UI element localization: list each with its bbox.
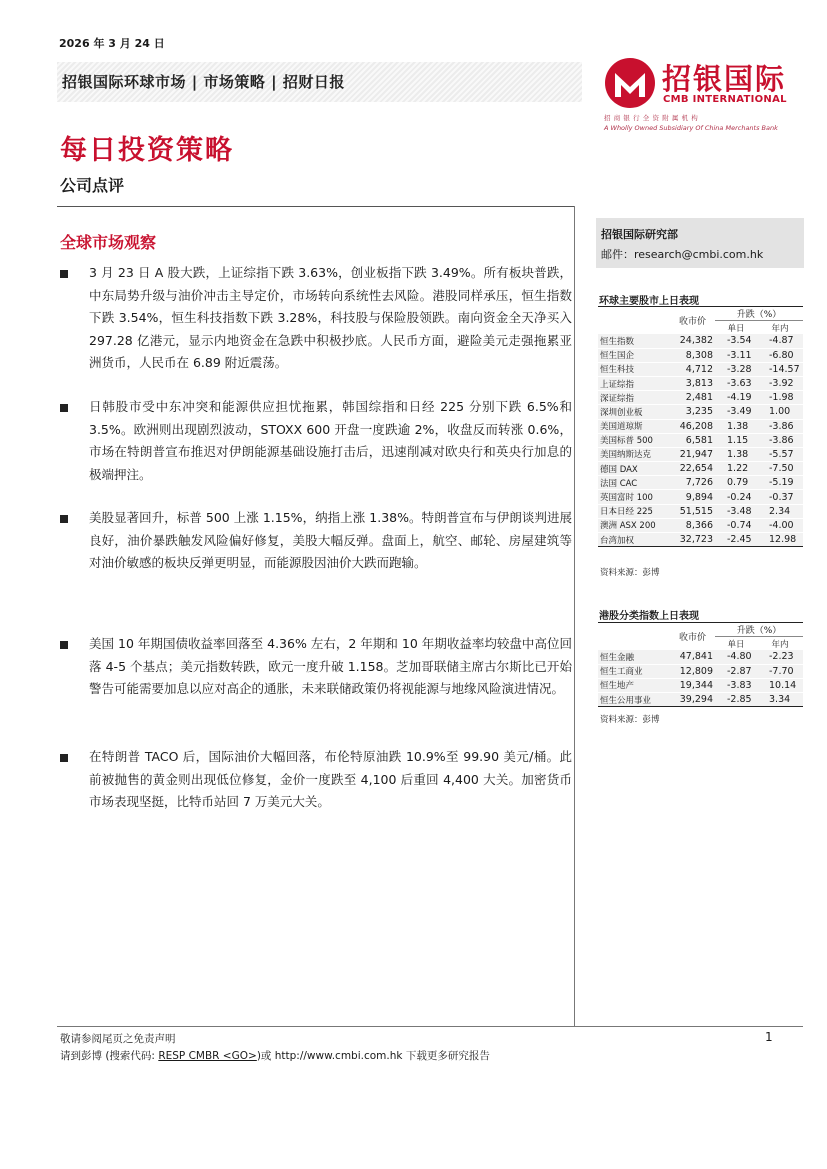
divider [57,206,574,207]
day-change: -2.45 [715,533,757,547]
ytd-change: 12.98 [757,533,803,547]
table-row [598,504,803,518]
day-change: 1.38 [715,419,757,433]
bullet-text: 3 月 23 日 A 股大跌，上证综指下跌 3.63%，创业板指下跌 3.49%。所有板块普跌，中东局势升级与油价冲击主导定价，市场转向系统性去风险。港股同样承压，恒生指数下跌 3.54%，恒生科技指数下跌 3.28%，科技股与保险股领跌。南向资金全天净买入 297.28 亿港元，显示内地资金在急跌中积极抄底。人民币方面，避险美元走强拖累亚洲货币，人民币在 6.89 附近震荡。 [89,265,572,370]
table-row [598,391,803,405]
index-name: 恒生指数 [598,334,670,348]
day-change: -3.83 [715,678,757,692]
ytd-change: -7.50 [757,462,803,476]
bullet-square-icon [60,270,68,278]
bullet-item [60,396,572,486]
close-value: 3,813 [670,376,715,390]
table-row [598,348,803,362]
ytd-change: -6.80 [757,348,803,362]
table-row [598,490,803,504]
ytd-change: -4.00 [757,518,803,532]
bullet-text: 在特朗普 TACO 后，国际油价大幅回落，布伦特原油跌 10.9%至 99.90 美元/桶。此前被抛售的黄金则出现低位修复，金价一度跌至 4,100 后重回 4,400 大关。加密货币市场表现坚挺，比特币站回 7 万美元大关。 [89,749,572,809]
logo-subtitle-en: A Wholly Owned Subsidiary Of China Merchants Bank [604,124,778,132]
table-row [598,476,803,490]
index-name: 深圳创业板 [598,405,670,419]
global-markets-table [598,306,803,547]
col-ytd-header: 年内 [771,323,789,334]
footer-text: )或 [256,1050,275,1062]
banner-title: 招银国际环球市场 | 市场策略 | 招财日报 [62,73,345,91]
logo-english: CMB INTERNATIONAL [663,94,787,105]
table-row [598,405,803,419]
close-value: 12,809 [670,664,715,678]
table2-source: 资料来源：彭博 [600,715,660,725]
day-change: -0.74 [715,518,757,532]
index-name: 美国标普 500 [598,433,670,447]
ytd-change: -2.23 [757,650,803,664]
col-day-header: 单日 [727,323,745,334]
index-name: 日本日经 225 [598,504,670,518]
email-label: 邮件： [601,248,634,261]
close-value: 47,841 [670,650,715,664]
table-row [598,362,803,376]
col-day-header: 单日 [727,639,745,650]
report-date: 2026 年 3 月 24 日 [59,37,165,50]
table-row [598,692,803,706]
bullet-text: 日韩股市受中东冲突和能源供应担忧拖累，韩国综指和日经 225 分别下跌 6.5%和 3.5%。欧洲则出现剧烈波动，STOXX 600 开盘一度跌逾 2%，收盘反而转涨 0.6%，市场在特朗普宣布推迟对伊朗能源基础设施打击后，迅速削减对欧央行和英央行加息的极端押注。 [89,399,572,482]
col-change-header: 升跌（%） [715,307,803,321]
index-name: 恒生金融 [598,650,670,664]
bullet-text: 美股显著回升，标普 500 上涨 1.15%，纳指上涨 1.38%。特朗普宣布与伊朗谈判进展良好，油价暴跌触发风险偏好修复，美股大幅反弹。盘面上，航空、邮轮、房屋建筑等对油价敏感的板块反弹更明显，而能源股因油价大跌而跑输。 [89,510,572,570]
page-number: 1 [765,1030,773,1044]
logo-chinese: 招银国际 [662,62,787,96]
index-name: 澳洲 ASX 200 [598,518,670,532]
day-change: 1.38 [715,447,757,461]
close-value: 3,235 [670,405,715,419]
day-change: -4.80 [715,650,757,664]
page-title: 每日投资策略 [60,135,234,166]
table1-title: 环球主要股市上日表现 [599,296,699,307]
ytd-change: 3.34 [757,692,803,706]
index-name: 英国富时 100 [598,490,670,504]
index-name: 深证综指 [598,391,670,405]
index-name: 美国纳斯达克 [598,447,670,461]
day-change: -3.11 [715,348,757,362]
email-link[interactable]: research@cmbi.com.hk [634,248,764,261]
col-change-header: 升跌（%） [715,623,803,637]
day-change: -3.54 [715,334,757,348]
col-ytd-header: 年内 [771,639,789,650]
table-header-row [598,307,803,321]
day-change: -2.85 [715,692,757,706]
table-row [598,376,803,390]
section-title: 全球市场观察 [60,233,157,252]
bullet-square-icon [60,404,68,412]
index-name: 恒生科技 [598,362,670,376]
cmbi-logo-icon [604,57,656,109]
bullet-text: 美国 10 年期国债收益率回落至 4.36% 左右，2 年期和 10 年期收益率均较盘中高位回落 4-5 个基点；美元指数转跌，欧元一度升破 1.158。芝加哥联储主席古尔斯比已开始警告可能需要加息以应对高企的通胀，未来联储政策仍将视能源与地缘风险演进情况。 [89,636,572,696]
index-name: 美国道琼斯 [598,419,670,433]
footer-links [60,1048,490,1063]
table-row [598,334,803,348]
bloomberg-code-link[interactable]: RESP CMBR <GO> [158,1050,257,1062]
day-change: 1.15 [715,433,757,447]
ytd-change: 1.00 [757,405,803,419]
index-name: 恒生国企 [598,348,670,362]
disclaimer-note: 敬请参阅尾页之免责声明 [60,1033,176,1045]
table-row [598,419,803,433]
table-row [598,462,803,476]
bullet-item [60,507,572,575]
index-name: 上证综指 [598,376,670,390]
contact-email [601,246,763,262]
index-name: 恒生地产 [598,678,670,692]
footer-text: 请到彭博 (搜索代码: [60,1050,159,1062]
col-close-header: 收市价 [670,307,715,335]
day-change: -3.63 [715,376,757,390]
close-value: 51,515 [670,504,715,518]
bullet-square-icon [60,641,68,649]
close-value: 39,294 [670,692,715,706]
table-header-row [598,623,803,637]
footer-divider [57,1026,803,1027]
ytd-change: -5.19 [757,476,803,490]
close-value: 24,382 [670,334,715,348]
index-name: 德国 DAX [598,462,670,476]
ytd-change: 2.34 [757,504,803,518]
ytd-change: -3.86 [757,419,803,433]
bullet-square-icon [60,515,68,523]
table-row [598,447,803,461]
page-subtitle: 公司点评 [60,176,125,195]
ytd-change: -0.37 [757,490,803,504]
index-name: 恒生公用事业 [598,692,670,706]
ytd-change: -4.87 [757,334,803,348]
close-value: 8,308 [670,348,715,362]
close-value: 22,654 [670,462,715,476]
table-row [598,533,803,547]
col-close-header: 收市价 [670,623,715,651]
column-divider [574,206,575,1026]
table-row [598,678,803,692]
close-value: 2,481 [670,391,715,405]
day-change: -4.19 [715,391,757,405]
research-dept: 招银国际研究部 [601,228,678,241]
ytd-change: -7.70 [757,664,803,678]
close-value: 6,581 [670,433,715,447]
day-change: -3.28 [715,362,757,376]
close-value: 32,723 [670,533,715,547]
day-change: -3.48 [715,504,757,518]
logo-subtitle-cn: 招商银行全资附属机构 [604,114,701,122]
footer-text: 下载更多研究报告 [402,1050,490,1062]
ytd-change: -3.92 [757,376,803,390]
table-row [598,650,803,664]
day-change: -2.87 [715,664,757,678]
table-row [598,518,803,532]
day-change: -0.24 [715,490,757,504]
close-value: 7,726 [670,476,715,490]
close-value: 8,366 [670,518,715,532]
ytd-change: -3.86 [757,433,803,447]
close-value: 46,208 [670,419,715,433]
table1-source: 资料来源：彭博 [600,568,660,578]
ytd-change: -14.57 [757,362,803,376]
ytd-change: -5.57 [757,447,803,461]
day-change: 1.22 [715,462,757,476]
close-value: 19,344 [670,678,715,692]
index-name: 台湾加权 [598,533,670,547]
index-name: 恒生工商业 [598,664,670,678]
bullet-item [60,262,572,375]
bullet-square-icon [60,754,68,762]
close-value: 21,947 [670,447,715,461]
table-row [598,664,803,678]
bullet-item [60,746,572,814]
table2-title: 港股分类指数上日表现 [599,611,699,622]
website-link[interactable]: http://www.cmbi.com.hk [274,1050,403,1062]
hk-sector-table [598,622,803,707]
ytd-change: 10.14 [757,678,803,692]
close-value: 9,894 [670,490,715,504]
bullet-item [60,633,572,701]
close-value: 4,712 [670,362,715,376]
table-row [598,433,803,447]
day-change: 0.79 [715,476,757,490]
ytd-change: -1.98 [757,391,803,405]
day-change: -3.49 [715,405,757,419]
index-name: 法国 CAC [598,476,670,490]
